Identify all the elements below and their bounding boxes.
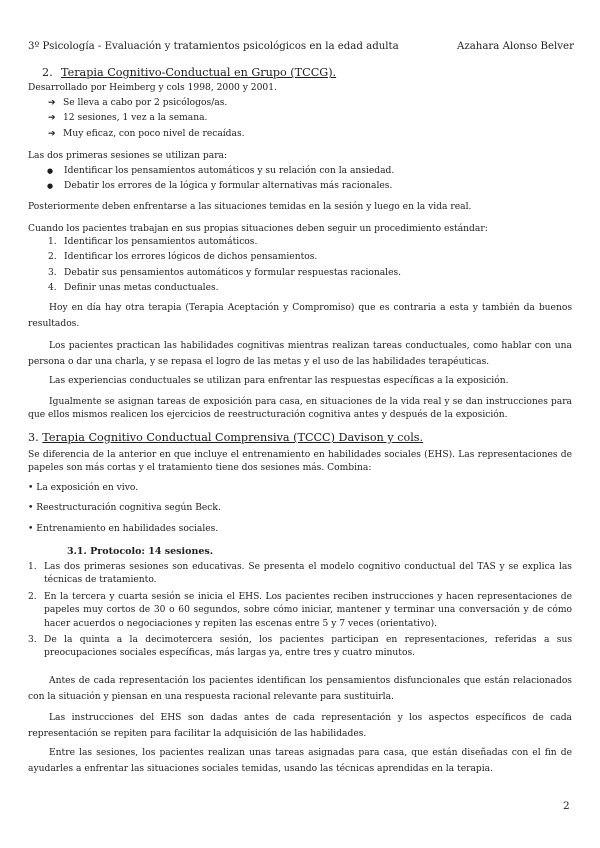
protocol-heading: 3.1. Protocolo: 14 sesiones.	[67, 546, 214, 557]
bullet-icon: ●	[47, 167, 54, 175]
section-3-heading	[28, 431, 423, 444]
procedure-step: 4. Definir unas metas conductuales.	[48, 283, 219, 294]
paragraph-practice-skills: Los pacientes practican las habilidades cognitivas mientras realizan tareas conductuales, como hablar con una persona o dar una charla, y se repasa el logro de las metas y el uso de las habilidades terapéuticas.	[28, 341, 572, 368]
protocol-item: 1. Las dos primeras sesiones son educativas. Se presenta el modelo cognitivo conductual del TAS y se explica las técnicas de tratamiento.	[28, 562, 572, 586]
section-2-arrow-list	[28, 97, 572, 141]
paragraph-act-therapy: Hoy en día hay otra terapia (Terapia Aceptación y Compromiso) que es contraria a esta y también da buenos resultados.	[28, 303, 572, 330]
paragraph-before-representation: Antes de cada representación los pacientes identifican los pensamientos disfuncionales que están relacionados con la situación y piensan en una respuesta racional relevante para sustituirla.	[28, 676, 572, 703]
paragraph-behavioral-experiences: Las experiencias conductuales se utilizan para enfrentar las respuestas específicas a la exposición.	[49, 376, 509, 386]
protocol-list	[28, 561, 572, 661]
afterwards-paragraph: Posteriormente deben enfrentarse a las situaciones temidas en la sesión y luego en la vida real.	[28, 202, 472, 212]
paragraph-between-sessions: Entre las sesiones, los pacientes realizan unas tareas asignadas para casa, que están diseñadas con el fin de ayudarles a enfrentar las situaciones sociales temidas, usando las técnicas aprendidas en la terapia.	[28, 748, 572, 775]
protocol-item: 2. En la tercera y cuarta sesión se inicia el EHS. Los pacientes reciben instrucciones y hacen representaciones de papeles muy cortos de 30 o 60 segundos, sobre cómo iniciar, mantener y terminar una conversación y de cómo hacer acuerdos o negociaciones y repiten las escenas entre 5 y 7 veces (orientativo).	[28, 591, 572, 629]
page-number: 2	[563, 800, 570, 812]
procedure-intro: Cuando los pacientes trabajan en sus propias situaciones deben seguir un procedimiento estándar:	[28, 224, 488, 234]
paragraph-ehs-instructions: Las instrucciones del EHS son dadas antes de cada representación y los aspectos específicos de cada representación se repiten para facilitar la adquisición de las habilidades.	[28, 713, 572, 740]
bullet-item: ● Debatir los errores de la lógica y formular alternativas más racionales.	[28, 180, 572, 193]
combines-item: • La exposición en vivo.	[28, 483, 139, 493]
header-course-title: 3º Psicología - Evaluación y tratamientos psicológicos en la edad adulta	[28, 41, 399, 52]
bullet-item: ● Identificar los pensamientos automáticos y su relación con la ansiedad.	[28, 165, 572, 178]
arrow-item: ➔ 12 sesiones, 1 vez a la semana.	[28, 112, 572, 125]
arrow-item: ➔ Se lleva a cabo por 2 psicólogos/as.	[28, 97, 572, 110]
section-3-intro: Se diferencia de la anterior en que incluye el entrenamiento en habilidades sociales (EHS). Las representaciones de papeles son más cortas y el tratamiento tiene dos sesiones más. Combina:	[28, 450, 572, 474]
combines-list	[28, 482, 572, 536]
arrow-right-icon: ➔	[48, 113, 56, 124]
section-2-number: 2.	[42, 66, 53, 79]
header-author: Azahara Alonso Belver	[457, 41, 574, 52]
section-2-title: Terapia Cognitivo-Conductual en Grupo (TCCG).	[61, 66, 337, 79]
bullet-icon: ●	[47, 182, 54, 191]
section-3-number: 3.	[28, 431, 39, 444]
arrow-right-icon: ➔	[48, 128, 56, 139]
arrow-right-icon: ➔	[48, 98, 56, 108]
first-sessions-intro: Las dos primeras sesiones se utilizan para:	[28, 151, 228, 161]
combines-item: • Entrenamiento en habilidades sociales.	[28, 523, 219, 534]
arrow-item: ➔ Muy eficaz, con poco nivel de recaídas.	[28, 128, 572, 141]
section-2-heading	[42, 66, 336, 79]
procedure-steps	[28, 236, 572, 296]
combines-item: • Reestructuración cognitiva según Beck.	[28, 503, 221, 514]
procedure-step: 3. Debatir sus pensamientos automáticos y formular respuestas racionales.	[48, 267, 402, 278]
first-sessions-list	[28, 165, 572, 194]
section-2-developed-by: Desarrollado por Heimberg y cols 1998, 2000 y 2001.	[28, 83, 277, 93]
paragraph-homework: Igualmente se asignan tareas de exposición para casa, en situaciones de la vida real y se dan instrucciones para que ellos mismos realicen los ejercicios de reestructuración cognitiva antes y después de la exposición.	[28, 397, 572, 421]
section-3-title: Terapia Cognitivo Conductual Comprensiva (TCCC) Davison y cols.	[42, 431, 424, 444]
procedure-step: 2. Identificar los errores lógicos de dichos pensamientos.	[48, 252, 318, 263]
protocol-item: 3. De la quinta a la decimotercera sesión, los pacientes participan en representaciones, referidas a sus preocupaciones sociales específicas, más largas ya, entre tres y cuatro minutos.	[28, 635, 572, 659]
procedure-step: 1. Identificar los pensamientos automáticos.	[48, 237, 258, 247]
